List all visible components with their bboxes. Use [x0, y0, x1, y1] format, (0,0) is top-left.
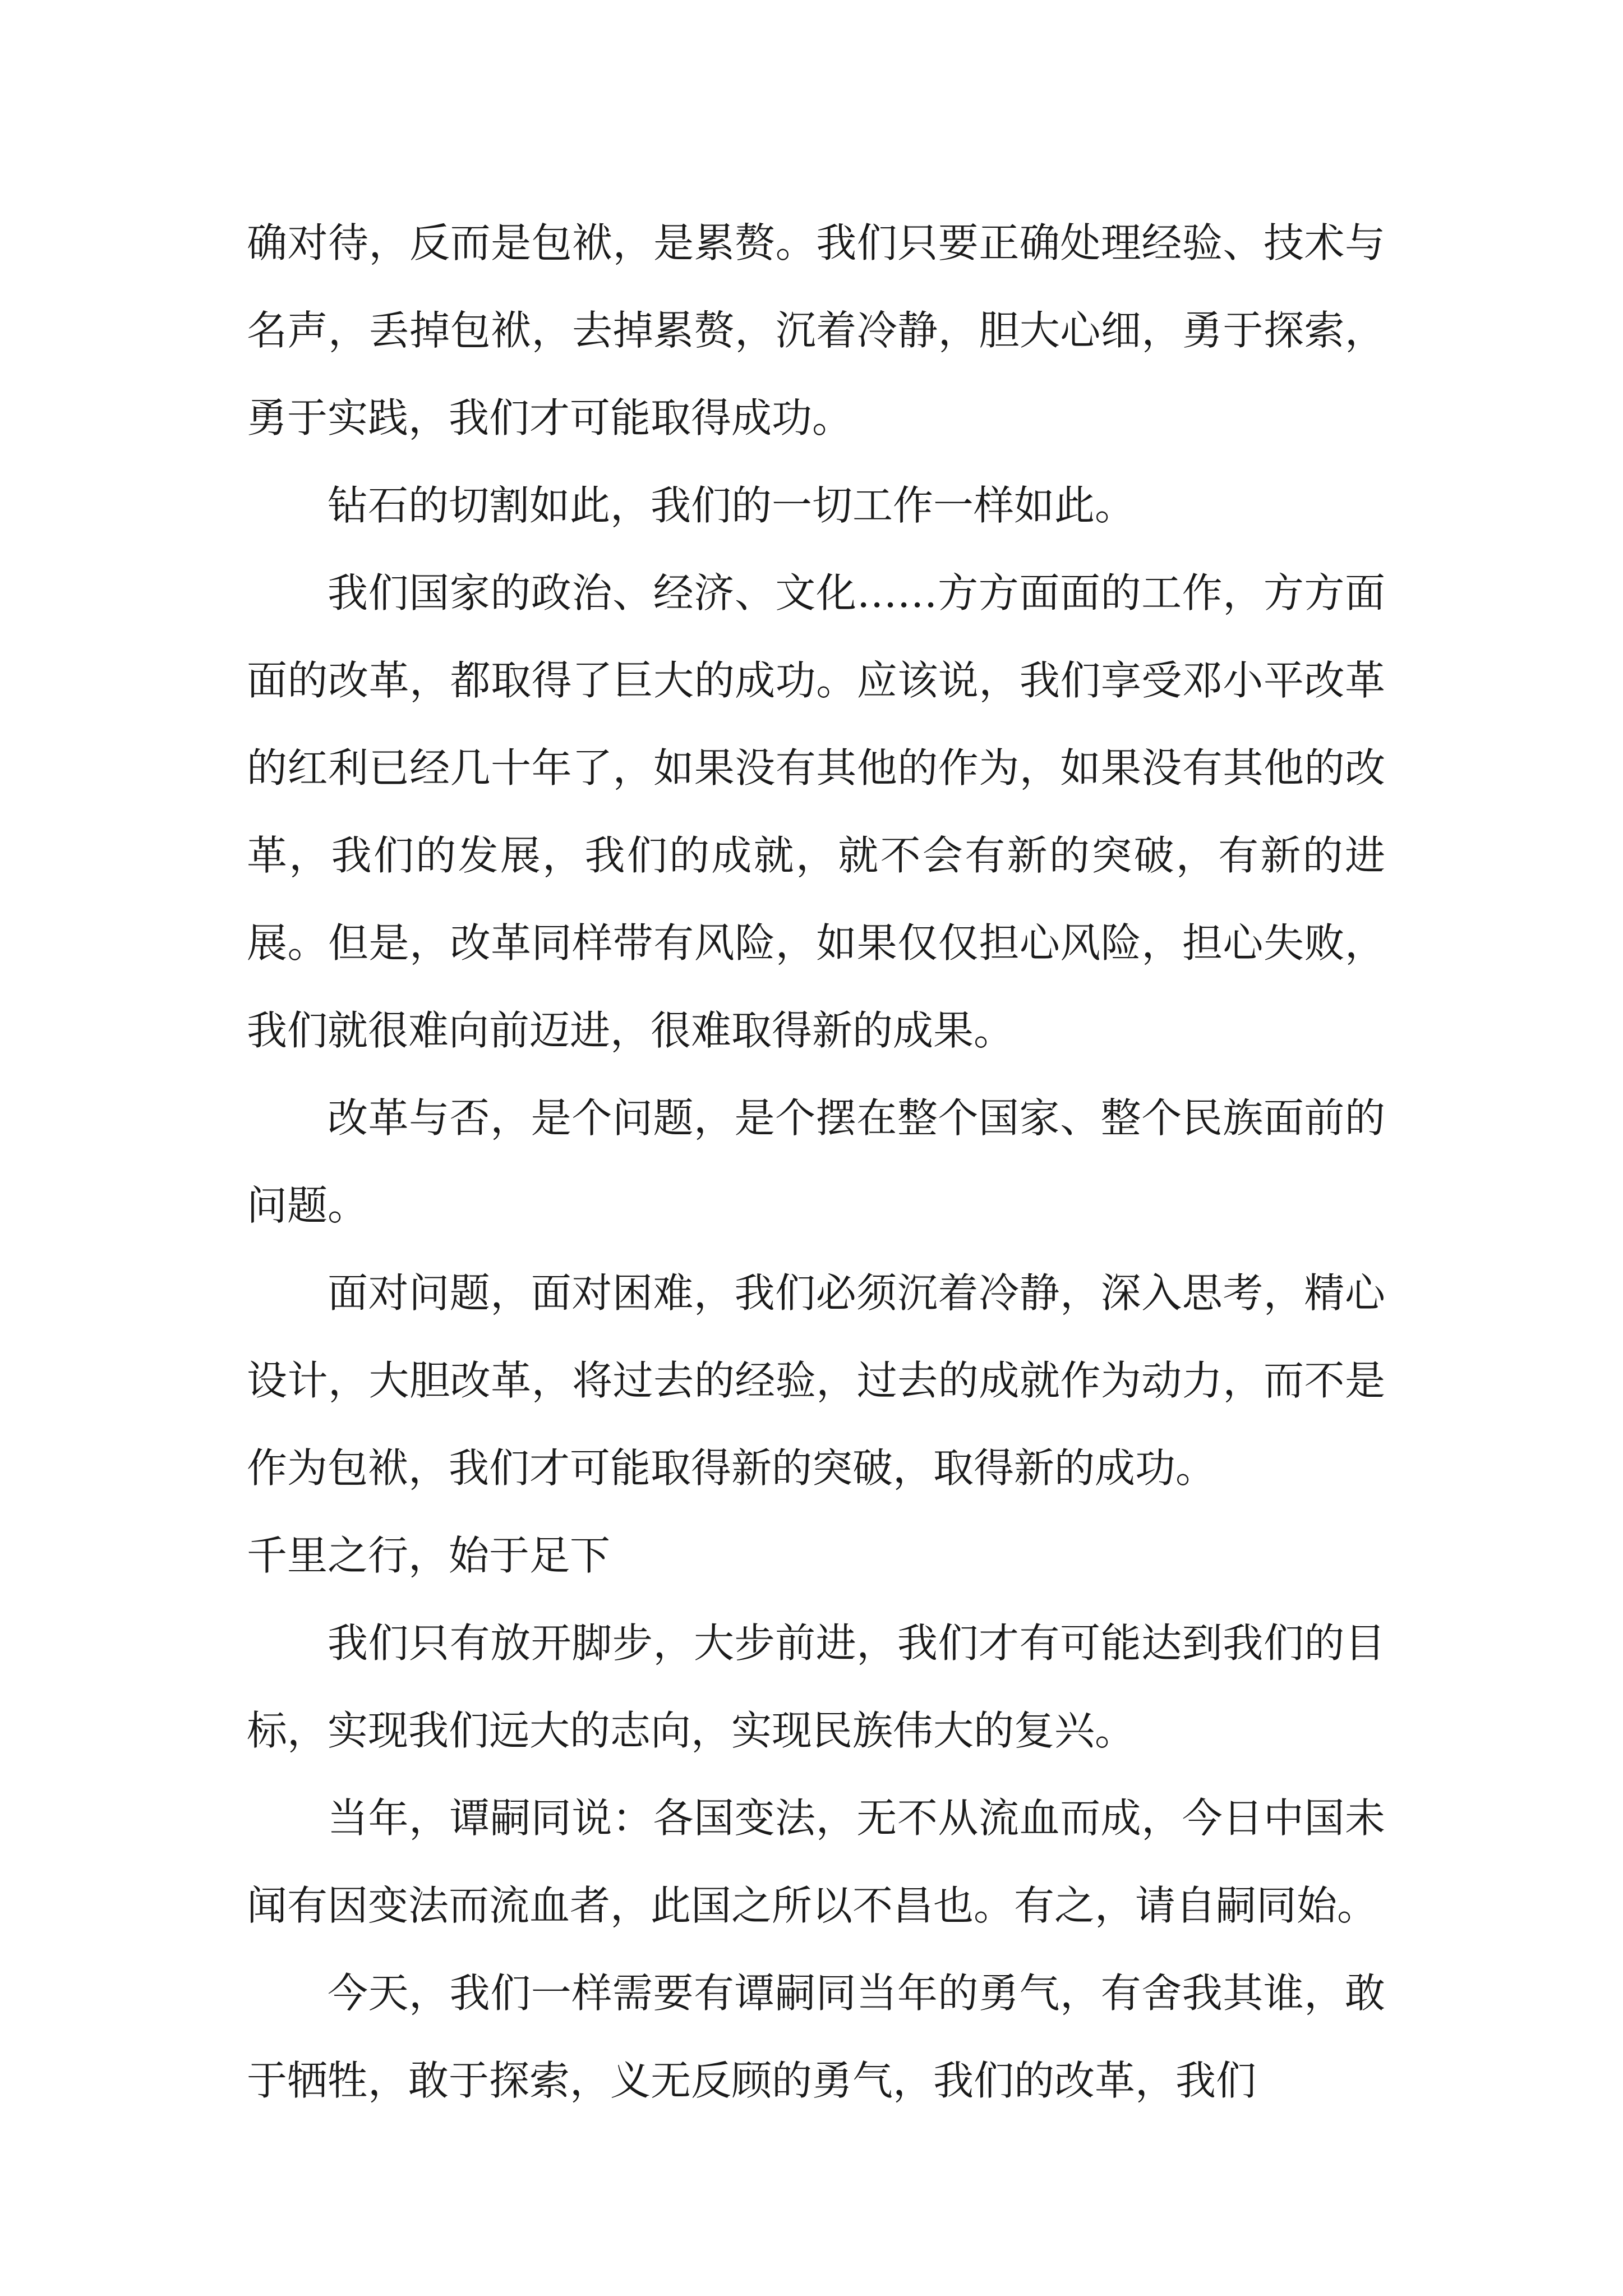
paragraph-9: 今天，我们一样需要有谭嗣同当年的勇气，有舍我其谁，敢于牺牲，敢于探索，义无反顾的勇气，我们的改革，我们 — [247, 1970, 1385, 2104]
paragraph-5: 面对问题，面对困难，我们必须沉着冷静，深入思考，精心设计，大胆改革，将过去的经验，过去的成就作为动力，而不是作为包袱，我们才可能取得新的突破，取得新的成功。 — [247, 1269, 1385, 1492]
paragraph-4: 改革与否，是个问题，是个摆在整个国家、整个民族面前的问题。 — [247, 1094, 1385, 1229]
paragraph-7: 我们只有放开脚步，大步前进，我们才有可能达到我们的目标，实现我们远大的志向，实现民族伟大的复兴。 — [247, 1619, 1385, 1754]
paragraph-1: 确对待，反而是包袱，是累赘。我们只要正确处理经验、技术与名声，丢掉包袱，去掉累赘，沉着冷静，胆大心细，勇于探索，勇于实践，我们才可能取得成功。 — [247, 219, 1385, 441]
paragraph-3: 我们国家的政治、经济、文化……方方面面的工作，方方面面的改革，都取得了巨大的成功。应该说，我们享受邓小平改革的红利已经几十年了，如果没有其他的作为，如果没有其他的改革，我们的发展，我们的成就，就不会有新的突破，有新的进展。但是，改革同样带有风险，如果仅仅担心风险，担心失败，我们就很难向前迈进，很难取得新的成果。 — [247, 569, 1385, 1054]
paragraph-2: 钻石的切割如此，我们的一切工作一样如此。 — [328, 482, 1136, 529]
document-body — [247, 199, 1385, 2124]
paragraph-6: 千里之行，始于足下 — [247, 1532, 611, 1579]
paragraph-8: 当年，谭嗣同说：各国变法，无不从流血而成，今日中国未闻有因变法而流血者，此国之所以不昌也。有之，请自嗣同始。 — [247, 1795, 1385, 1929]
